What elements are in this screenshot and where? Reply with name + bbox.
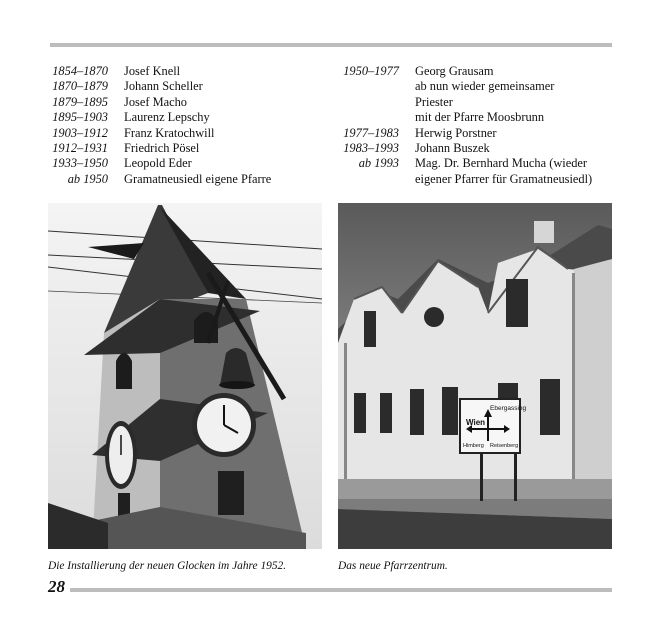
list-item: 1983–1993 Johann Buszek [343, 141, 490, 156]
bottom-rule [70, 588, 612, 592]
sign-wien: Wien [466, 418, 486, 427]
list-item: mit der Pfarre Moosbrunn [415, 110, 545, 125]
photo-caption-left: Die Installierung der neuen Glocken im Jahre 1952. [48, 560, 287, 572]
sign-ebergassing: Ebergassing [490, 405, 527, 412]
list-item: 1854–1870 Josef Knell [52, 64, 181, 78]
list-item: 1933–1950 Leopold Eder [52, 156, 192, 171]
top-rule [50, 43, 612, 47]
list-item: eigener Pfarrer für Gramatneusiedl) [415, 171, 593, 186]
list-item: 1895–1903 Laurenz Lepschy [52, 110, 210, 125]
list-item: Priester [415, 94, 453, 109]
list-item: 1870–1879 Johann Scheller [52, 79, 203, 94]
photo-caption-right: Das neue Pfarrzentrum. [338, 560, 448, 572]
sign-reisenberg: Reisenberg [490, 443, 519, 449]
list-item: ab nun wieder gemeinsamer [415, 79, 555, 94]
list-item: 1903–1912 Franz Kratochwill [52, 125, 215, 140]
list-item: 1912–1931 Friedrich Pösel [52, 141, 200, 156]
priest-list-left [50, 64, 324, 187]
page-number: 28 [48, 577, 65, 596]
parish-centre-photo [338, 203, 612, 549]
list-item: 1879–1895 Josef Macho [52, 94, 187, 109]
church-tower-photo [48, 203, 322, 549]
priest-list-right [340, 64, 615, 187]
list-item: 1977–1983 Herwig Porstner [343, 125, 497, 140]
sign-himberg: Himberg [463, 443, 484, 449]
list-item: ab 1993 Mag. Dr. Bernhard Mucha (wieder [358, 156, 588, 171]
list-item: ab 1950 Gramatneusiedl eigene Pfarre [67, 171, 272, 186]
list-item: 1950–1977 Georg Grausam [343, 64, 494, 78]
